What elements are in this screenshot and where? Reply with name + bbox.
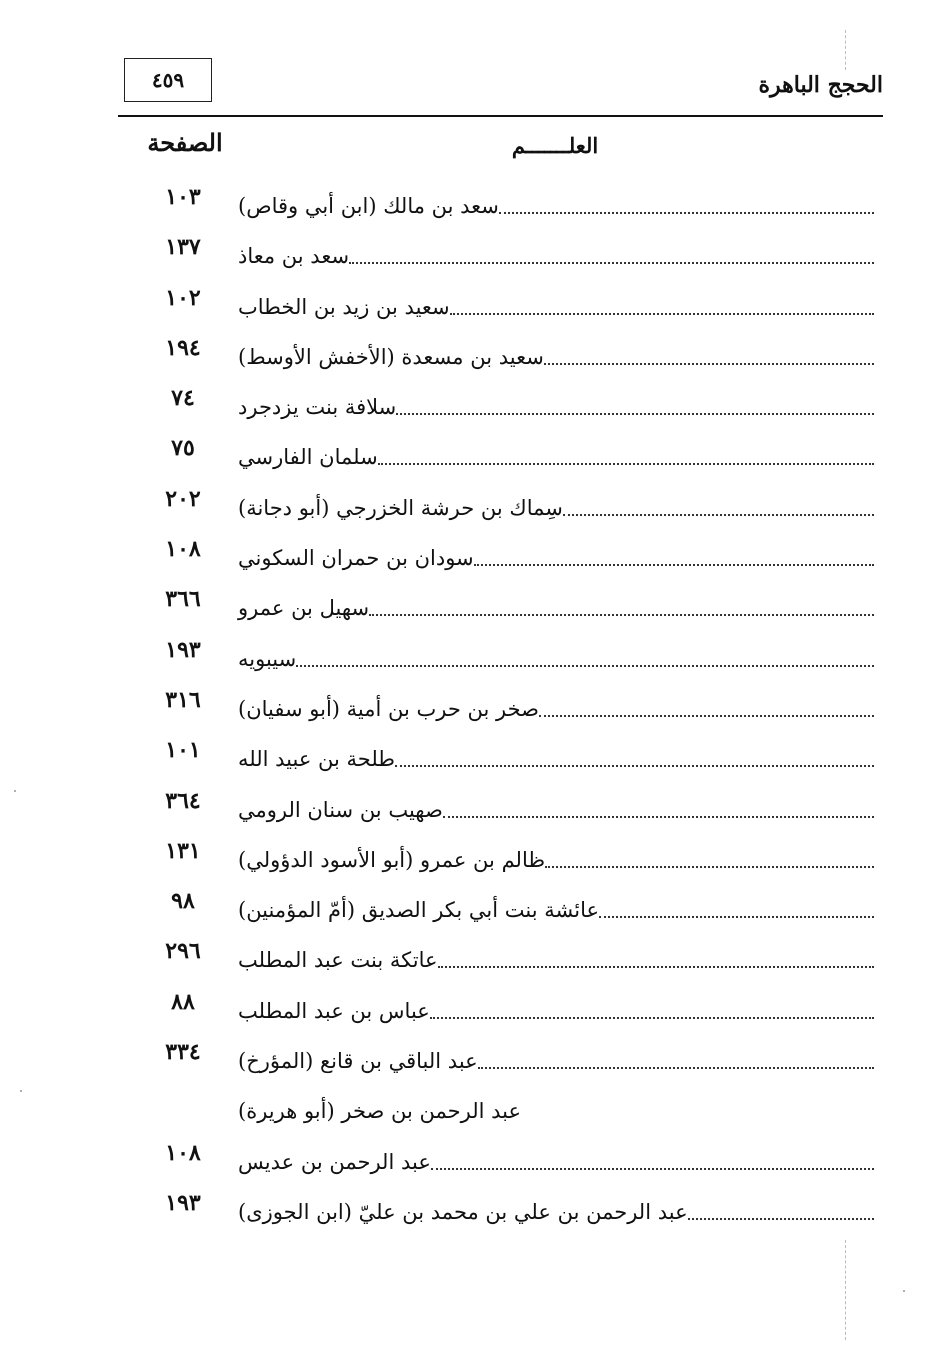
index-entry-row — [120, 584, 882, 634]
index-entry-row — [120, 936, 882, 986]
entry-line — [238, 741, 882, 777]
entry-name: سهيل بن عمرو — [238, 596, 370, 621]
dot-leader — [474, 564, 874, 566]
entry-name: سلمان الفارسي — [238, 445, 378, 470]
entry-line — [238, 289, 882, 325]
index-entry-row — [120, 484, 882, 534]
entry-line — [238, 490, 882, 526]
entry-line — [238, 993, 882, 1029]
entry-page-number: ٢٠٢ — [165, 485, 201, 512]
scan-mark-bottom — [845, 1240, 847, 1340]
entry-name: عبد الرحمن بن صخر (أبو هريرة) — [238, 1099, 522, 1124]
dot-leader — [539, 715, 874, 717]
header-rule — [118, 115, 883, 117]
entry-line — [238, 641, 882, 677]
entry-name: عبد الباقي بن قانع (المؤرخ) — [238, 1049, 478, 1074]
entry-line — [238, 188, 882, 224]
dot-leader — [378, 463, 874, 465]
entry-page-number: ٣١٦ — [165, 686, 201, 713]
index-entry-row — [120, 786, 882, 836]
entry-name: سودان بن حمران السكوني — [238, 546, 474, 571]
scan-speck — [20, 1090, 22, 1092]
dot-leader — [438, 966, 874, 968]
index-entry-row — [120, 383, 882, 433]
index-entry-row — [120, 987, 882, 1037]
dot-leader — [450, 313, 874, 315]
index-entry-row — [120, 182, 882, 232]
index-entries — [120, 182, 882, 1238]
dot-leader — [545, 866, 874, 868]
dot-leader — [395, 765, 874, 767]
scan-speck — [14, 790, 16, 792]
entry-page-number: ٨٨ — [171, 988, 195, 1015]
index-entry-row — [120, 232, 882, 282]
dot-leader — [544, 363, 874, 365]
dot-leader — [396, 413, 874, 415]
scan-speck — [903, 1290, 905, 1292]
dot-leader — [478, 1067, 874, 1069]
entry-page-number: ١٠٨ — [165, 1139, 201, 1166]
running-title: الحجج الباهرة — [758, 72, 883, 98]
page-number: ٤٥٩ — [151, 68, 185, 92]
dot-leader — [599, 916, 874, 918]
page-column-heading: الصفحة — [147, 128, 223, 157]
dot-leader — [688, 1218, 874, 1220]
entry-page-number: ٩٨ — [171, 888, 195, 915]
index-entry-row — [120, 534, 882, 584]
entry-page-number: ٧٥ — [171, 435, 195, 462]
index-entry-row — [120, 635, 882, 685]
entry-line — [238, 1194, 882, 1230]
entry-line — [238, 540, 882, 576]
entry-page-number: ١٣١ — [165, 837, 201, 864]
entry-page-number: ٢٩٦ — [165, 938, 201, 965]
entry-name: طلحة بن عبيد الله — [238, 747, 396, 772]
entry-page-number: ٣٦٤ — [165, 787, 201, 814]
entry-page-number: ٣٦٦ — [165, 586, 201, 613]
entry-page-number: ١٠٢ — [165, 284, 201, 311]
index-entry-row — [120, 283, 882, 333]
dot-leader — [296, 665, 874, 667]
entry-line — [238, 1043, 882, 1079]
dot-leader — [443, 816, 874, 818]
entry-name: صخر بن حرب بن أمية (أبو سفيان) — [238, 696, 539, 721]
entry-line — [238, 1093, 882, 1129]
entry-line — [238, 339, 882, 375]
dot-leader — [369, 614, 874, 616]
entry-line — [238, 238, 882, 274]
entry-page-number: ١٩٣ — [165, 1189, 201, 1216]
entry-line — [238, 590, 882, 626]
entry-line — [238, 792, 882, 828]
entry-name: صهيب بن سنان الرومي — [238, 797, 443, 822]
dot-leader — [431, 1168, 874, 1170]
entry-name: سعد بن معاذ — [238, 244, 350, 269]
entry-page-number: ١٩٤ — [165, 334, 201, 361]
dot-leader — [499, 212, 874, 214]
entry-page-number: ٣٣٤ — [165, 1039, 201, 1066]
dot-leader — [563, 514, 874, 516]
entry-name: سعيد بن مسعدة (الأخفش الأوسط) — [238, 344, 544, 369]
name-column-heading: العلـــــــم — [511, 133, 599, 158]
entry-line — [238, 1144, 882, 1180]
index-entry-row — [120, 433, 882, 483]
dot-leader — [349, 262, 874, 264]
index-entry-row — [120, 685, 882, 735]
index-entry-row — [120, 886, 882, 936]
entry-name: سِماك بن حرشة الخزرجي (أبو دجانة) — [238, 495, 563, 520]
entry-name: عائشة بنت أبي بكر الصديق (أمّ المؤمنين) — [238, 898, 600, 923]
entry-page-number: ١٩٣ — [165, 636, 201, 663]
entry-name: عبد الرحمن بن علي بن محمد بن عليّ (ابن الجوزى) — [238, 1199, 688, 1224]
entry-name: سعد بن مالك (ابن أبي وقاص) — [238, 194, 499, 218]
index-entry-row — [120, 836, 882, 886]
entry-name: عاتكة بنت عبد المطلب — [238, 948, 438, 973]
page-header — [118, 58, 883, 118]
entry-name: سلافة بنت يزدجرد — [238, 395, 397, 420]
entry-name: ظالم بن عمرو (أبو الأسود الدؤولي) — [238, 847, 546, 872]
entry-page-number: ١٠١ — [165, 737, 201, 764]
entry-name: سيبويه — [238, 646, 297, 671]
entry-page-number: ٧٤ — [171, 385, 195, 412]
entry-page-number: ١٠٣ — [165, 184, 201, 210]
index-entry-row — [120, 1087, 882, 1137]
entry-line — [238, 389, 882, 425]
index-entry-row — [120, 333, 882, 383]
entry-name: عبد الرحمن بن عديس — [238, 1149, 431, 1174]
page-number-box — [124, 58, 212, 102]
index-entry-row — [120, 1138, 882, 1188]
index-entry-row — [120, 1188, 882, 1238]
dot-leader — [430, 1017, 874, 1019]
entry-line — [238, 439, 882, 475]
entry-page-number: ١٣٧ — [165, 234, 201, 261]
index-entry-row — [120, 1037, 882, 1087]
entry-line — [238, 842, 882, 878]
entry-line — [238, 942, 882, 978]
entry-page-number: ١٠٨ — [165, 536, 201, 563]
entry-line — [238, 892, 882, 928]
entry-name: عباس بن عبد المطلب — [238, 998, 430, 1023]
entry-line — [238, 691, 882, 727]
index-entry-row — [120, 735, 882, 785]
entry-name: سعيد بن زيد بن الخطاب — [238, 294, 450, 319]
